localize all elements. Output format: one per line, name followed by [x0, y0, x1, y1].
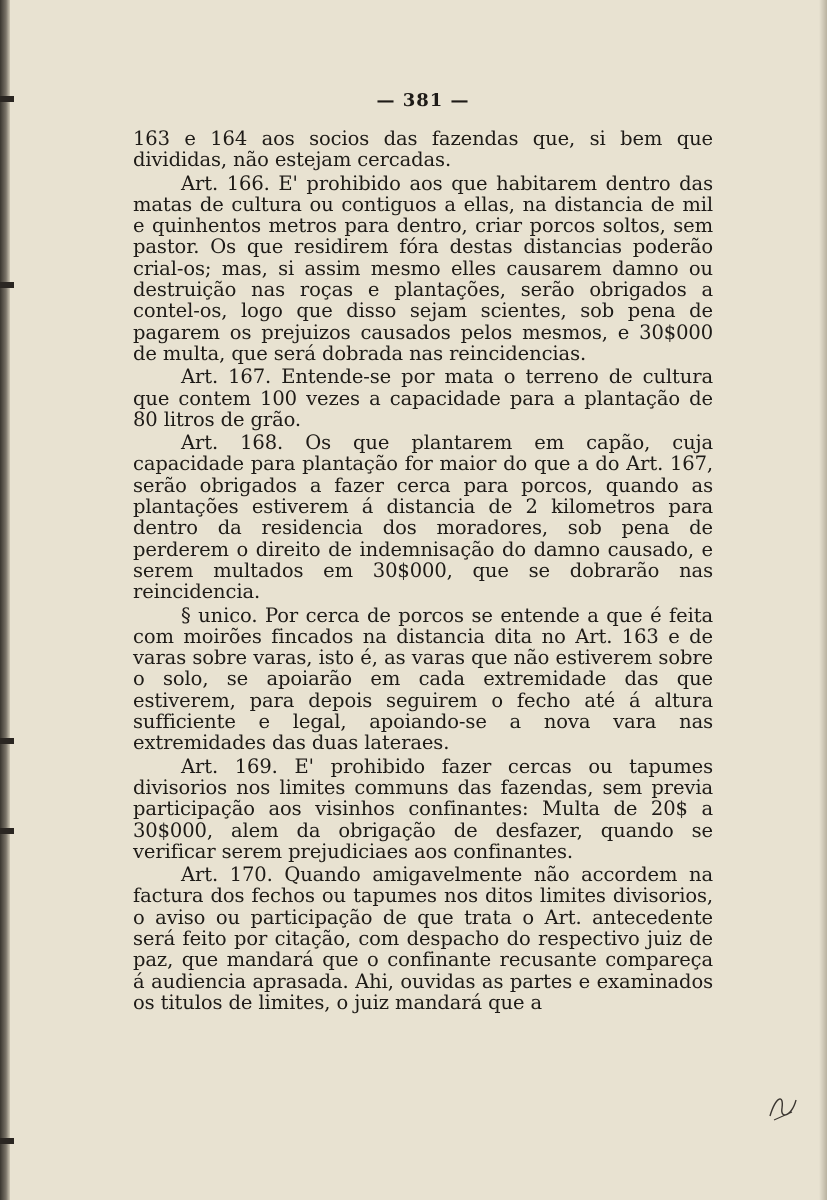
paragraph-art-168: Art. 168. Os que plantarem em capão, cuja capacidade para plantação for maior do que a do Art. 167, serão obrigados a fazer cerca para porcos, quando as plantações estiverem á distancia de 2 kilometros para dentro da residencia dos moradores, sob pena de perderem o direito de indemnisação do damno causado, e serem multados em 30$000, que se dobrarão nas reincidencia. [133, 431, 713, 604]
binding-mark [0, 828, 14, 834]
pencil-mark-icon [762, 1086, 802, 1126]
binding-mark [0, 282, 14, 288]
binding-mark [0, 738, 14, 744]
paragraph-art-166: Art. 166. E' prohibido aos que habitarem dentro das matas de cultura ou contiguos a ellas, na distancia de mil e quinhentos metros para dentro, criar porcos soltos, sem pastor. Os que residirem fóra destas distancias poderão crial-os; mas, si assim mesmo elles causarem damno ou destruição nas roças e plantações, serão obrigados a contel-os, logo que disso sejam scientes, sob pena de pagarem os prejuizos causados pelos mesmos, e 30$000 de multa, que será dobrada nas reincidencias. [133, 171, 713, 365]
binding-edge [0, 0, 10, 1200]
paragraph-art-169: Art. 169. E' prohibido fazer cercas ou tapumes divisorios nos limites communs das fazendas, sem previa participação aos visinhos confinantes: Multa de 20$ a 30$000, alem da obrigação de desfazer, quando se verificar serem prejudiciaes aos confinantes. [133, 754, 713, 863]
paragraph-art-167: Art. 167. Entende-se por mata o terreno de cultura que contem 100 vezes a capacidade para a plantação de 80 litros de grão. [133, 365, 713, 431]
paragraph-unico: § unico. Por cerca de porcos se entende a que é feita com moirões fincados na distancia dita no Art. 163 e de varas sobre varas, isto é, as varas que não estiverem sobre o solo, se apoiarão em cada extremidade das que estiverem, para depois seguirem o fecho até á altura sufficiente e legal, apoiando-se a nova vara nas extremidades das duas lateraes. [133, 603, 713, 755]
paragraph-art-170: Art. 170. Quando amigavelmente não accordem na factura dos fechos ou tapumes nos ditos limites divisorios, o aviso ou participação de que trata o Art. antecedente será feito por citação, com despacho do respectivo juiz de paz, que mandará que o confinante recusante compareça á audiencia aprasada. Ahi, ouvidas as partes e examinados os titulos de limites, o juiz mandará que a [133, 863, 713, 1014]
text-block [133, 86, 713, 1013]
binding-mark [0, 1138, 14, 1144]
page-number: — 381 — [376, 90, 470, 111]
page-edge-shadow [819, 0, 827, 1200]
binding-mark [0, 96, 14, 102]
paragraph-intro: 163 e 164 aos socios das fazendas que, si bem que divididas, não estejam cercadas. [133, 127, 713, 172]
